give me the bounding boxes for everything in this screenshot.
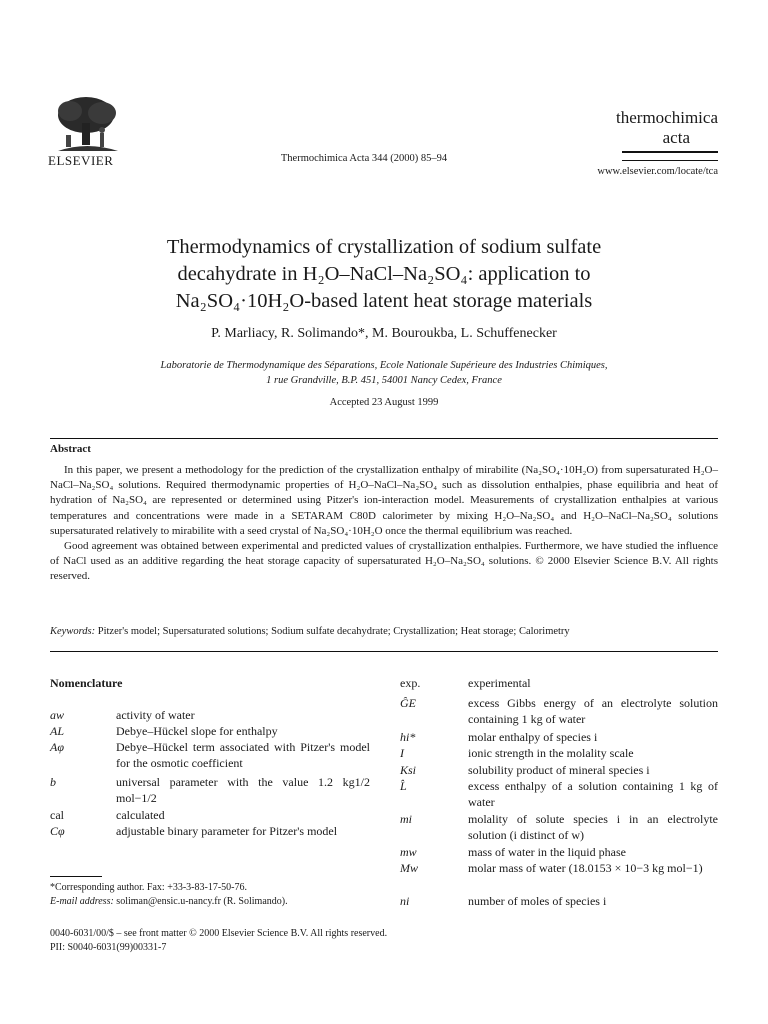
nomenclature-definition: universal parameter with the value 1.2 kg1/2 mol−1/2 <box>116 775 370 805</box>
journal-title-line2: acta <box>662 128 690 147</box>
abstract-body <box>50 463 718 585</box>
title-line: Thermodynamics of crystallization of sodium sulfate <box>166 236 602 258</box>
nomenclature-symbol: Mw <box>400 861 418 875</box>
nomenclature-definition: experimental <box>468 676 531 690</box>
elsevier-tree-logo <box>48 95 126 153</box>
publisher-name: ELSEVIER <box>48 153 114 168</box>
nomenclature-symbol: Cφ <box>50 824 65 838</box>
abstract-top-rule <box>50 438 718 439</box>
copyright-line: 0040-6031/00/$ – see front matter © 2000 Elsevier Science B.V. All rights reserved. <box>50 928 388 939</box>
nomenclature-symbol: ni <box>400 894 410 908</box>
abstract-paragraph: Good agreement was obtained between experimental and predicted values of crystallization enthalpies. Furthermore, we have studied the influence of NaCl used as an additive regarding the heat storage capacity of supersaturated H₂O–Na₂SO₄ solutions. © 2000 Elsevier Science B.V. All rights reserved. <box>50 540 718 583</box>
nomenclature-symbol: mw <box>400 845 417 859</box>
keywords <box>50 626 718 637</box>
footnote <box>50 881 288 909</box>
abstract-bottom-rule <box>50 651 718 652</box>
journal-citation: Thermochimica Acta 344 (2000) 85–94 <box>280 153 448 164</box>
nomenclature-definition: Debye–Hückel term associated with Pitzer's model for the osmotic coefficient <box>116 740 370 770</box>
nomenclature-definition: excess enthalpy of a solution containing 1 kg of water <box>468 779 718 809</box>
nomenclature-symbol: hi* <box>400 730 416 744</box>
corresponding-author: *Corresponding author. Fax: +33-3-83-17-50-76. <box>50 882 248 893</box>
affiliation <box>0 358 768 388</box>
abstract-paragraph: In this paper, we present a methodology for the prediction of the crystallization enthalpy of mirabilite (Na₂SO₄·10H₂O) from supersaturated H₂O–NaCl–Na₂SO₄ solutions. Required thermodynamic properties of H₂O–NaCl–Na₂SO₄ such as dissolution enthalpies, phase equilibria and heat of hydration of Na₂SO₄ are represented or determined using Pitzer's ion-interaction model. Measurements of crystallization enthalpies at various temperatures and concentrations were made in a SETARAM C80D calorimeter by mixing H₂O–Na₂SO₄ and H₂O–NaCl–Na₂SO₄ solutions supersaturated relatively to mirabilite with a seed crystal of Na₂SO₄·10H₂O once the thermal equilibrium was reached. <box>50 464 718 537</box>
nomenclature-definition: calculated <box>116 808 165 822</box>
nomenclature-symbol: L̂ <box>400 779 407 793</box>
nomenclature-symbol: b <box>50 775 56 789</box>
nomenclature-definition: activity of water <box>116 708 195 722</box>
email-line <box>50 895 288 909</box>
nomenclature-definition: excess Gibbs energy of an electrolyte solution containing 1 kg of water <box>468 696 718 726</box>
nomenclature-symbol: Aφ <box>50 740 64 754</box>
nomenclature-definition: mass of water in the liquid phase <box>468 845 626 859</box>
nomenclature-symbol: ĜE <box>400 696 416 710</box>
nomenclature-symbol: I <box>400 746 404 760</box>
nomenclature-definition: molar enthalpy of species i <box>468 730 598 744</box>
accepted-date: Accepted 23 August 1999 <box>329 397 439 408</box>
nomenclature-symbol: Ksi <box>400 763 417 777</box>
nomenclature-heading: Nomenclature <box>50 676 123 690</box>
pii-line: PII: S0040-6031(99)00331-7 <box>50 942 167 953</box>
title-line: Na₂SO₄·10H₂O-based latent heat storage materials <box>175 290 593 312</box>
author-list: P. Marliacy, R. Solimando*, M. Bouroukba, L. Schuffenecker <box>211 326 557 341</box>
nomenclature-symbol: exp. <box>400 676 421 690</box>
copyright-block <box>50 927 387 955</box>
email-label: E-mail address: <box>50 896 114 907</box>
nomenclature-definition: molality of solute species i in an electrolyte solution (i distinct of w) <box>468 812 718 842</box>
nomenclature-definition: ionic strength in the molality scale <box>468 746 634 760</box>
nomenclature-definition: Debye–Hückel slope for enthalpy <box>116 724 278 738</box>
affiliation-line: 1 rue Grandville, B.P. 451, 54001 Nancy Cedex, France <box>266 375 502 386</box>
email-address-link[interactable]: soliman@ensic.u-nancy.fr (R. Solimando). <box>116 896 288 907</box>
keywords-label: Keywords: <box>50 626 96 637</box>
nomenclature-symbol: AL <box>50 724 65 738</box>
nomenclature-symbol: aw <box>50 708 65 722</box>
journal-rule-thin <box>622 160 718 161</box>
abstract-heading: Abstract <box>50 443 91 455</box>
journal-rule-thick <box>622 151 718 153</box>
nomenclature-definition: adjustable binary parameter for Pitzer's model <box>116 824 338 838</box>
nomenclature-definition: molar mass of water (18.0153 × 10−3 kg mol−1) <box>468 861 703 875</box>
nomenclature-symbol: cal <box>50 808 64 822</box>
journal-url-link[interactable]: www.elsevier.com/locate/tca <box>597 166 718 177</box>
keywords-text: Pitzer's model; Supersaturated solutions; Sodium sulfate decahydrate; Crystallization; Heat storage; Calorimetry <box>97 626 570 637</box>
nomenclature-symbol: mi <box>400 812 412 826</box>
article-title <box>0 234 768 315</box>
journal-title-line1: thermochimica <box>616 108 718 127</box>
nomenclature-definition: number of moles of species i <box>468 894 607 908</box>
affiliation-line: Laboratorie de Thermodynamique des Séparations, Ecole Nationale Supérieure des Industries Chimiques, <box>160 360 608 371</box>
footnote-rule <box>50 876 102 877</box>
nomenclature-definition: solubility product of mineral species i <box>468 763 650 777</box>
title-line: decahydrate in H₂O–NaCl–Na₂SO₄: application to <box>177 263 591 285</box>
